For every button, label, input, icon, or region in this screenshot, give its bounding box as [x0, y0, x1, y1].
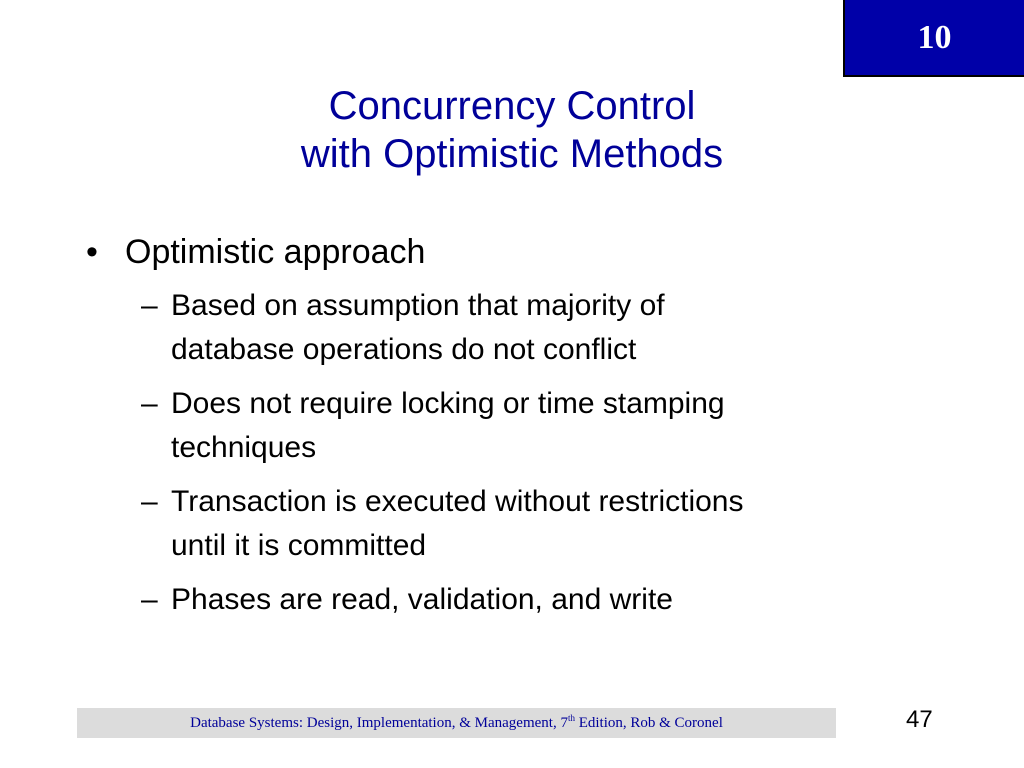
slide-title — [0, 82, 1024, 178]
dash-icon: – — [141, 387, 158, 420]
dash-icon: – — [141, 289, 158, 322]
footer-bar — [77, 708, 836, 738]
sub-bullet-item — [86, 284, 906, 372]
title-line-1: Concurrency Control — [328, 84, 696, 128]
sub-bullet-line-2: database operations do not conflict — [171, 333, 637, 366]
dash-icon: – — [141, 485, 158, 518]
bullet-item — [86, 230, 906, 274]
sub-bullet-item — [86, 382, 906, 470]
sub-bullet-line-2: techniques — [171, 431, 317, 464]
bullet-text: Optimistic approach — [125, 233, 426, 271]
footer-superscript: th — [567, 712, 575, 723]
sub-bullet-line-1: Phases are read, validation, and write — [171, 583, 673, 616]
footer-text — [190, 712, 723, 732]
footer-text-main: Database Systems: Design, Implementation, & Management, 7 — [190, 714, 568, 731]
title-line-2: with Optimistic Methods — [300, 132, 724, 176]
chapter-number-box — [843, 0, 1024, 77]
bullet-dot-icon: • — [86, 233, 98, 271]
sub-bullet-item — [86, 578, 906, 622]
sub-bullet-line-1: Based on assumption that majority of — [171, 289, 665, 322]
dash-icon: – — [141, 583, 158, 616]
page-number: 47 — [906, 706, 933, 733]
bullet-list — [86, 230, 906, 622]
sub-bullet-item — [86, 480, 906, 568]
footer-text-tail: Edition, Rob & Coronel — [574, 714, 723, 731]
sub-bullet-line-2: until it is committed — [171, 529, 427, 562]
chapter-number: 10 — [917, 18, 952, 56]
sub-bullet-line-1: Transaction is executed without restrictions — [171, 485, 744, 518]
sub-bullet-line-1: Does not require locking or time stamping — [171, 387, 725, 420]
